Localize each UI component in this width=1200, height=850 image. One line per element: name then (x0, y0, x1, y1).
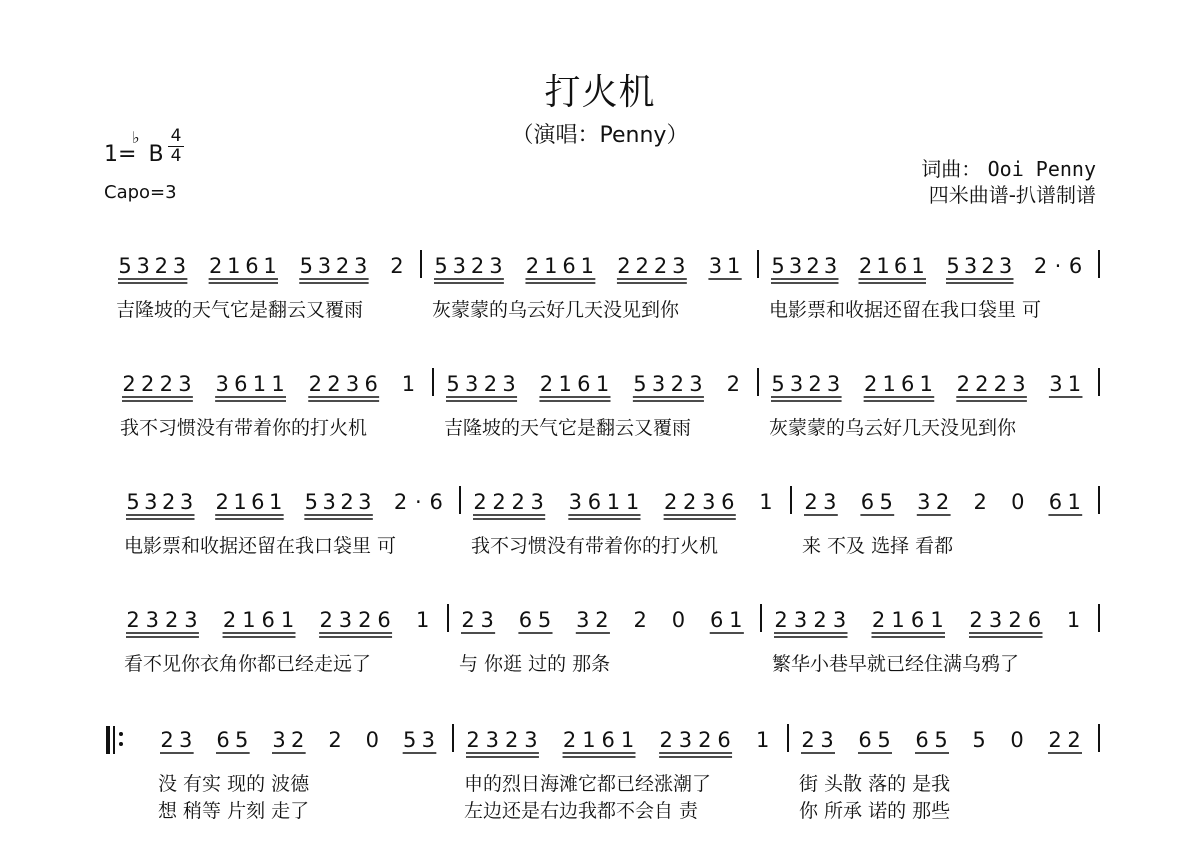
note: 5 (402, 728, 417, 752)
note: 5 (126, 490, 140, 514)
note: 0 (1010, 728, 1024, 752)
note: 2 (511, 490, 525, 514)
note: 2 (806, 254, 820, 278)
note: 6 (717, 728, 731, 752)
note: 2 (993, 372, 1008, 396)
note: 3 (358, 490, 372, 514)
note: 1 (606, 490, 621, 514)
note: 1 (729, 608, 743, 632)
note: 2 (1008, 608, 1022, 632)
note: 6 (562, 254, 576, 278)
key-signature (104, 128, 164, 167)
note: 5 (879, 490, 893, 514)
note: 3 (826, 372, 841, 396)
note: 3 (485, 728, 499, 752)
note: 2 (140, 372, 155, 396)
lyric-line: 电影票和收据还留在我口袋里 可 (769, 299, 1042, 321)
note: 5 (304, 490, 319, 514)
note: 6 (261, 608, 275, 632)
note: 2 (858, 254, 873, 278)
barline (757, 250, 759, 278)
note: 6 (710, 608, 724, 632)
note: 2 (154, 254, 168, 278)
note: 2 (973, 490, 987, 514)
barline (432, 368, 434, 396)
note: 6 (377, 608, 391, 632)
note: 1 (891, 608, 905, 632)
note: 0 (1011, 490, 1025, 514)
note: 3 (576, 608, 590, 632)
note: 2 (483, 372, 498, 396)
note: 2 (935, 490, 950, 514)
note: 3 (184, 608, 198, 632)
note: 2 (871, 608, 886, 632)
note: 1 (919, 372, 933, 396)
note: 2 (340, 490, 354, 514)
credits-label: 词曲： (921, 157, 982, 181)
note: 6 (245, 254, 259, 278)
note: 6 (587, 490, 602, 514)
note: 1 (727, 254, 741, 278)
lyric-line: 灰蒙蒙的乌云好几天没见到你 (769, 417, 1017, 439)
note: 2 (659, 728, 673, 752)
note: 5 (118, 254, 132, 278)
note: 2 (466, 728, 480, 752)
note: 6 (251, 490, 265, 514)
note: 3 (678, 728, 693, 752)
capo-label: Capo=3 (104, 182, 177, 203)
note: 3 (823, 490, 837, 514)
note: 3 (689, 372, 703, 396)
note: 2 (159, 372, 173, 396)
note: 2 (1033, 254, 1048, 278)
note: 3 (452, 254, 466, 278)
note: 0 (365, 728, 380, 752)
note: 6 (1048, 490, 1063, 514)
note: 2 (319, 608, 333, 632)
note: 2 (461, 608, 475, 632)
note: 1 (759, 490, 773, 514)
score-system (0, 608, 1200, 698)
note: 1 (271, 372, 285, 396)
note: 5 (446, 372, 460, 396)
note: 6 (518, 608, 533, 632)
note: 5 (633, 372, 647, 396)
note: 3 (708, 254, 723, 278)
time-signature (168, 128, 184, 165)
key-prefix: 1= (104, 142, 137, 167)
note: 3 (832, 608, 847, 632)
note: 6 (910, 608, 925, 632)
note: 2 (122, 372, 136, 396)
lyric-line: 没 有实 现的 波德 (158, 773, 310, 795)
note: 3 (145, 608, 159, 632)
note: 2 (562, 728, 577, 752)
note: 2 (804, 490, 818, 514)
note: 6 (577, 372, 591, 396)
note: 6 (858, 728, 872, 752)
note: 1 (268, 490, 283, 514)
barline (757, 368, 759, 396)
note: 3 (788, 254, 803, 278)
note: 2 (160, 728, 174, 752)
dotted-note-dot: · (1054, 254, 1062, 278)
note: 2 (969, 608, 983, 632)
repeat-barline (106, 726, 110, 754)
lyric-line: 我不习惯没有带着你的打火机 (120, 417, 368, 439)
note: 2 (595, 608, 609, 632)
note: 1 (595, 372, 610, 396)
note: 3 (789, 372, 804, 396)
lyric-line-verse2: 想 稍等 片刻 走了 (158, 800, 310, 822)
dotted-note-dot: · (414, 490, 422, 514)
note: 3 (178, 728, 193, 752)
lyric-line: 街 头散 落的 是我 (799, 773, 951, 795)
barline (787, 724, 789, 752)
singer-subtitle: （演唱：Penny） (511, 123, 689, 148)
note: 1 (242, 608, 256, 632)
note: 5 (537, 608, 552, 632)
note: 2 (208, 254, 223, 278)
note: 3 (322, 490, 336, 514)
note: 6 (901, 372, 915, 396)
note: 3 (963, 254, 978, 278)
note: 6 (1027, 608, 1042, 632)
repeat-dot (119, 732, 123, 736)
note: 2 (290, 728, 305, 752)
note: 2 (801, 728, 815, 752)
note: 2 (222, 608, 237, 632)
note: 3 (1012, 372, 1026, 396)
note: 2 (335, 254, 350, 278)
note: 6 (216, 728, 230, 752)
note: 3 (823, 254, 838, 278)
barline (790, 486, 792, 514)
note: 3 (1049, 372, 1063, 396)
note: 2 (774, 608, 788, 632)
note: 3 (998, 254, 1013, 278)
note: 2 (633, 608, 647, 632)
note: 3 (317, 254, 332, 278)
lyric-line: 与 你逛 过的 那条 (459, 653, 611, 675)
note: 1 (625, 490, 640, 514)
barline (760, 604, 762, 632)
note: 3 (178, 372, 192, 396)
barline (1098, 486, 1100, 514)
lyric-line-verse2: 你 所承 诺的 那些 (799, 800, 951, 822)
note: 3 (530, 490, 544, 514)
lyric-line: 申的烈日海滩它都已经涨潮了 (464, 773, 712, 795)
note: 1 (930, 608, 944, 632)
note: 1 (1067, 490, 1081, 514)
lyric-line: 来 不及 选择 看都 (802, 535, 954, 557)
note: 2 (126, 608, 140, 632)
lyric-line: 我不习惯没有带着你的打火机 (471, 535, 719, 557)
note: 1 (911, 254, 925, 278)
note: 3 (702, 490, 716, 514)
note: 3 (917, 490, 931, 514)
note: 5 (771, 254, 785, 278)
score-system (0, 254, 1200, 344)
note: 2 (504, 728, 519, 752)
note: 1 (280, 608, 295, 632)
note: 3 (988, 608, 1003, 632)
note: 6 (1068, 254, 1083, 278)
key-note: B (148, 142, 164, 167)
note: 2 (726, 372, 740, 396)
note: 1 (416, 608, 430, 632)
note: 2 (492, 490, 506, 514)
barline (1098, 724, 1100, 752)
lyric-line: 电影票和收据还留在我口袋里 可 (124, 535, 397, 557)
note: 6 (860, 490, 875, 514)
barline (1098, 250, 1100, 278)
note: 5 (877, 728, 891, 752)
note: 2 (956, 372, 970, 396)
note: 2 (683, 490, 697, 514)
note: 2 (539, 372, 554, 396)
note: 3 (345, 372, 360, 396)
barline (1098, 604, 1100, 632)
note: 3 (672, 254, 686, 278)
note: 3 (272, 728, 286, 752)
note: 1 (263, 254, 277, 278)
note: 5 (234, 728, 249, 752)
note: 1 (882, 372, 896, 396)
note: 2 (164, 608, 179, 632)
lyric-line: 繁华小巷早就已经住满乌鸦了 (772, 653, 1020, 675)
note: 2 (390, 254, 404, 278)
composer-name: Ooi Penny (987, 157, 1096, 181)
note: 2 (327, 372, 341, 396)
note: 2 (653, 254, 668, 278)
note: 2 (470, 254, 485, 278)
note: 5 (946, 254, 960, 278)
note: 5 (299, 254, 313, 278)
note: 5 (434, 254, 448, 278)
note: 1 (544, 254, 558, 278)
note: 1 (580, 254, 595, 278)
note: 6 (429, 490, 443, 514)
note: 1 (233, 490, 247, 514)
song-title: 打火机 (544, 72, 656, 113)
barline (459, 486, 461, 514)
note: 1 (582, 728, 596, 752)
note: 3 (136, 254, 150, 278)
note: 2 (663, 490, 678, 514)
note: 6 (721, 490, 735, 514)
time-top: 4 (170, 126, 182, 146)
repeat-barline-thin (113, 726, 115, 754)
note: 3 (480, 608, 494, 632)
barline (447, 604, 449, 632)
flat-sign: ♭ (132, 128, 140, 147)
note: 2 (617, 254, 631, 278)
barline (452, 724, 454, 752)
lyric-line: 吉隆坡的天气它是翻云又覆雨 (116, 299, 364, 321)
note: 1 (227, 254, 241, 278)
note: 6 (915, 728, 929, 752)
note: 6 (234, 372, 248, 396)
note: 3 (502, 372, 516, 396)
note: 2 (358, 608, 372, 632)
note: 2 (813, 608, 827, 632)
note: 2 (308, 372, 322, 396)
note: 6 (893, 254, 908, 278)
note: 3 (179, 490, 194, 514)
note: 2 (670, 372, 684, 396)
score-system (0, 728, 1200, 822)
note: 3 (793, 608, 808, 632)
note: 1 (1066, 608, 1081, 632)
note: 2 (215, 490, 229, 514)
note: 2 (975, 372, 989, 396)
note: 3 (421, 728, 436, 752)
note: 2 (328, 728, 342, 752)
note: 2 (1067, 728, 1081, 752)
note: 2 (473, 490, 487, 514)
note: 6 (601, 728, 615, 752)
note: 1 (558, 372, 572, 396)
note: 5 (771, 372, 785, 396)
barline (420, 250, 422, 278)
note: 0 (671, 608, 686, 632)
note: 6 (364, 372, 378, 396)
note: 3 (338, 608, 353, 632)
note: 3 (215, 372, 229, 396)
lyric-line: 看不见你衣角你都已经走远了 (124, 653, 372, 675)
lyric-line-verse2: 左边还是右边我都不会自 责 (464, 800, 699, 822)
repeat-dot (119, 742, 123, 746)
note: 1 (1067, 372, 1082, 396)
note: 2 (1048, 728, 1062, 752)
note: 2 (525, 254, 540, 278)
note: 1 (876, 254, 890, 278)
lyric-line: 灰蒙蒙的乌云好几天没见到你 (432, 299, 680, 321)
note: 1 (401, 372, 416, 396)
score-system (0, 490, 1200, 580)
note: 2 (981, 254, 995, 278)
note: 1 (756, 728, 770, 752)
note: 3 (172, 254, 187, 278)
note: 2 (393, 490, 408, 514)
note: 5 (934, 728, 948, 752)
time-bottom: 4 (170, 146, 182, 166)
score-system (0, 372, 1200, 462)
note: 2 (863, 372, 878, 396)
note: 2 (808, 372, 822, 396)
note: 3 (651, 372, 666, 396)
publisher: 四米曲谱-扒谱制谱 (928, 183, 1096, 207)
note: 3 (489, 254, 503, 278)
note: 3 (144, 490, 158, 514)
note: 1 (252, 372, 267, 396)
note: 3 (465, 372, 479, 396)
note: 3 (568, 490, 582, 514)
note: 1 (620, 728, 635, 752)
note: 2 (698, 728, 712, 752)
barline (1098, 368, 1100, 396)
lyric-line: 吉隆坡的天气它是翻云又覆雨 (444, 417, 692, 439)
note: 2 (161, 490, 176, 514)
note: 3 (353, 254, 368, 278)
note: 3 (820, 728, 834, 752)
credits (921, 156, 1096, 208)
note: 3 (524, 728, 538, 752)
note: 2 (635, 254, 649, 278)
note: 5 (972, 728, 986, 752)
